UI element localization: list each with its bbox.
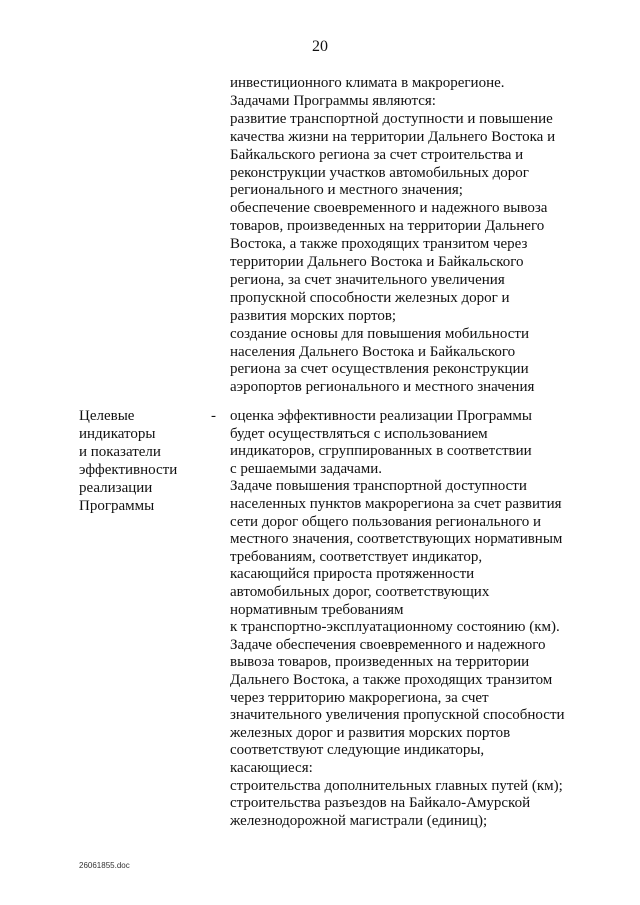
text-line: населенных пунктов макрорегиона за счет развития bbox=[230, 496, 562, 512]
text-line: соответствуют следующие индикаторы, bbox=[230, 742, 485, 759]
text-line: качества жизни на территории Дальнего Востока и bbox=[230, 128, 556, 145]
text-line: Задаче повышения транспортной доступности bbox=[230, 478, 527, 495]
text-line: Дальнего Востока, а также проходящих транзитом bbox=[230, 672, 553, 688]
text-line: создание основы для повышения мобильности bbox=[230, 325, 530, 342]
text-line: реконструкции участков автомобильных дорог bbox=[230, 164, 529, 181]
page-number: 20 bbox=[312, 38, 328, 55]
text-line: нормативным требованиям bbox=[230, 601, 404, 618]
text-line: региона, за счет значительного увеличения bbox=[230, 271, 505, 288]
heading-line: Целевые bbox=[79, 408, 135, 424]
text-line: железных дорог и развития морских портов bbox=[230, 724, 511, 741]
text-line: населения Дальнего Востока и Байкальского bbox=[230, 343, 516, 360]
text-line: Байкальского региона за счет строительства и bbox=[230, 146, 524, 163]
text-line: товаров, произведенных на территории Дальнего bbox=[230, 218, 545, 235]
text-line: регионального и местного значения; bbox=[230, 182, 463, 199]
text-line: с решаемыми задачами. bbox=[230, 460, 383, 477]
heading-line: реализации bbox=[79, 480, 153, 496]
text-line: оценка эффективности реализации Программы bbox=[230, 408, 532, 424]
text-line: требованиям, соответствует индикатор, bbox=[230, 548, 483, 565]
text-line: пропускной способности железных дорог и bbox=[230, 289, 510, 306]
text-line: Задачами Программы являются: bbox=[230, 92, 436, 109]
text-line: к транспортно-эксплуатационному состоянию (км). bbox=[230, 619, 560, 636]
text-line: обеспечение своевременного и надежного вывоза bbox=[230, 200, 548, 217]
text-line: значительного увеличения пропускной способности bbox=[230, 707, 565, 724]
text-line: строительства разъездов на Байкало-Амурской bbox=[230, 795, 531, 812]
text-line: Задаче обеспечения своевременного и надежного bbox=[230, 636, 546, 653]
text-line: будет осуществляться с использованием bbox=[230, 425, 488, 442]
text-line: строительства дополнительных главных путей (км); bbox=[230, 777, 563, 794]
text-line: Востока, а также проходящих транзитом через bbox=[230, 236, 528, 253]
text-line: вывоза товаров, произведенных на территории bbox=[230, 654, 530, 671]
text-line: через территорию макрорегиона, за счет bbox=[230, 689, 489, 706]
text-line: касающийся прироста протяженности bbox=[230, 566, 475, 583]
heading-line: Программы bbox=[79, 498, 155, 514]
text-line: инвестиционного климата в макрорегионе. bbox=[230, 75, 505, 91]
text-line: территории Дальнего Востока и Байкальского bbox=[230, 254, 524, 270]
text-line: развития морских портов; bbox=[230, 307, 397, 324]
text-line: индикаторов, сгруппированных в соответствии bbox=[230, 443, 532, 460]
heading-line: индикаторы bbox=[79, 426, 156, 442]
text-line: сети дорог общего пользования регионального и bbox=[230, 513, 542, 530]
text-line: автомобильных дорог, соответствующих bbox=[230, 584, 490, 600]
text-line: аэропортов регионального и местного значения bbox=[230, 379, 535, 396]
heading-line: эффективности bbox=[79, 462, 178, 478]
footer-filename: 26061855.doc bbox=[79, 861, 130, 870]
text-line: касающиеся: bbox=[230, 760, 313, 776]
heading-line: и показатели bbox=[79, 444, 161, 460]
text-line: региона за счет осуществления реконструкции bbox=[230, 361, 529, 378]
text-line: железнодорожной магистрали (единиц); bbox=[230, 812, 488, 829]
text-line: развитие транспортной доступности и повышение bbox=[230, 110, 553, 127]
text-line: местного значения, соответствующих нормативным bbox=[230, 531, 563, 548]
dash-separator: - bbox=[211, 408, 216, 424]
